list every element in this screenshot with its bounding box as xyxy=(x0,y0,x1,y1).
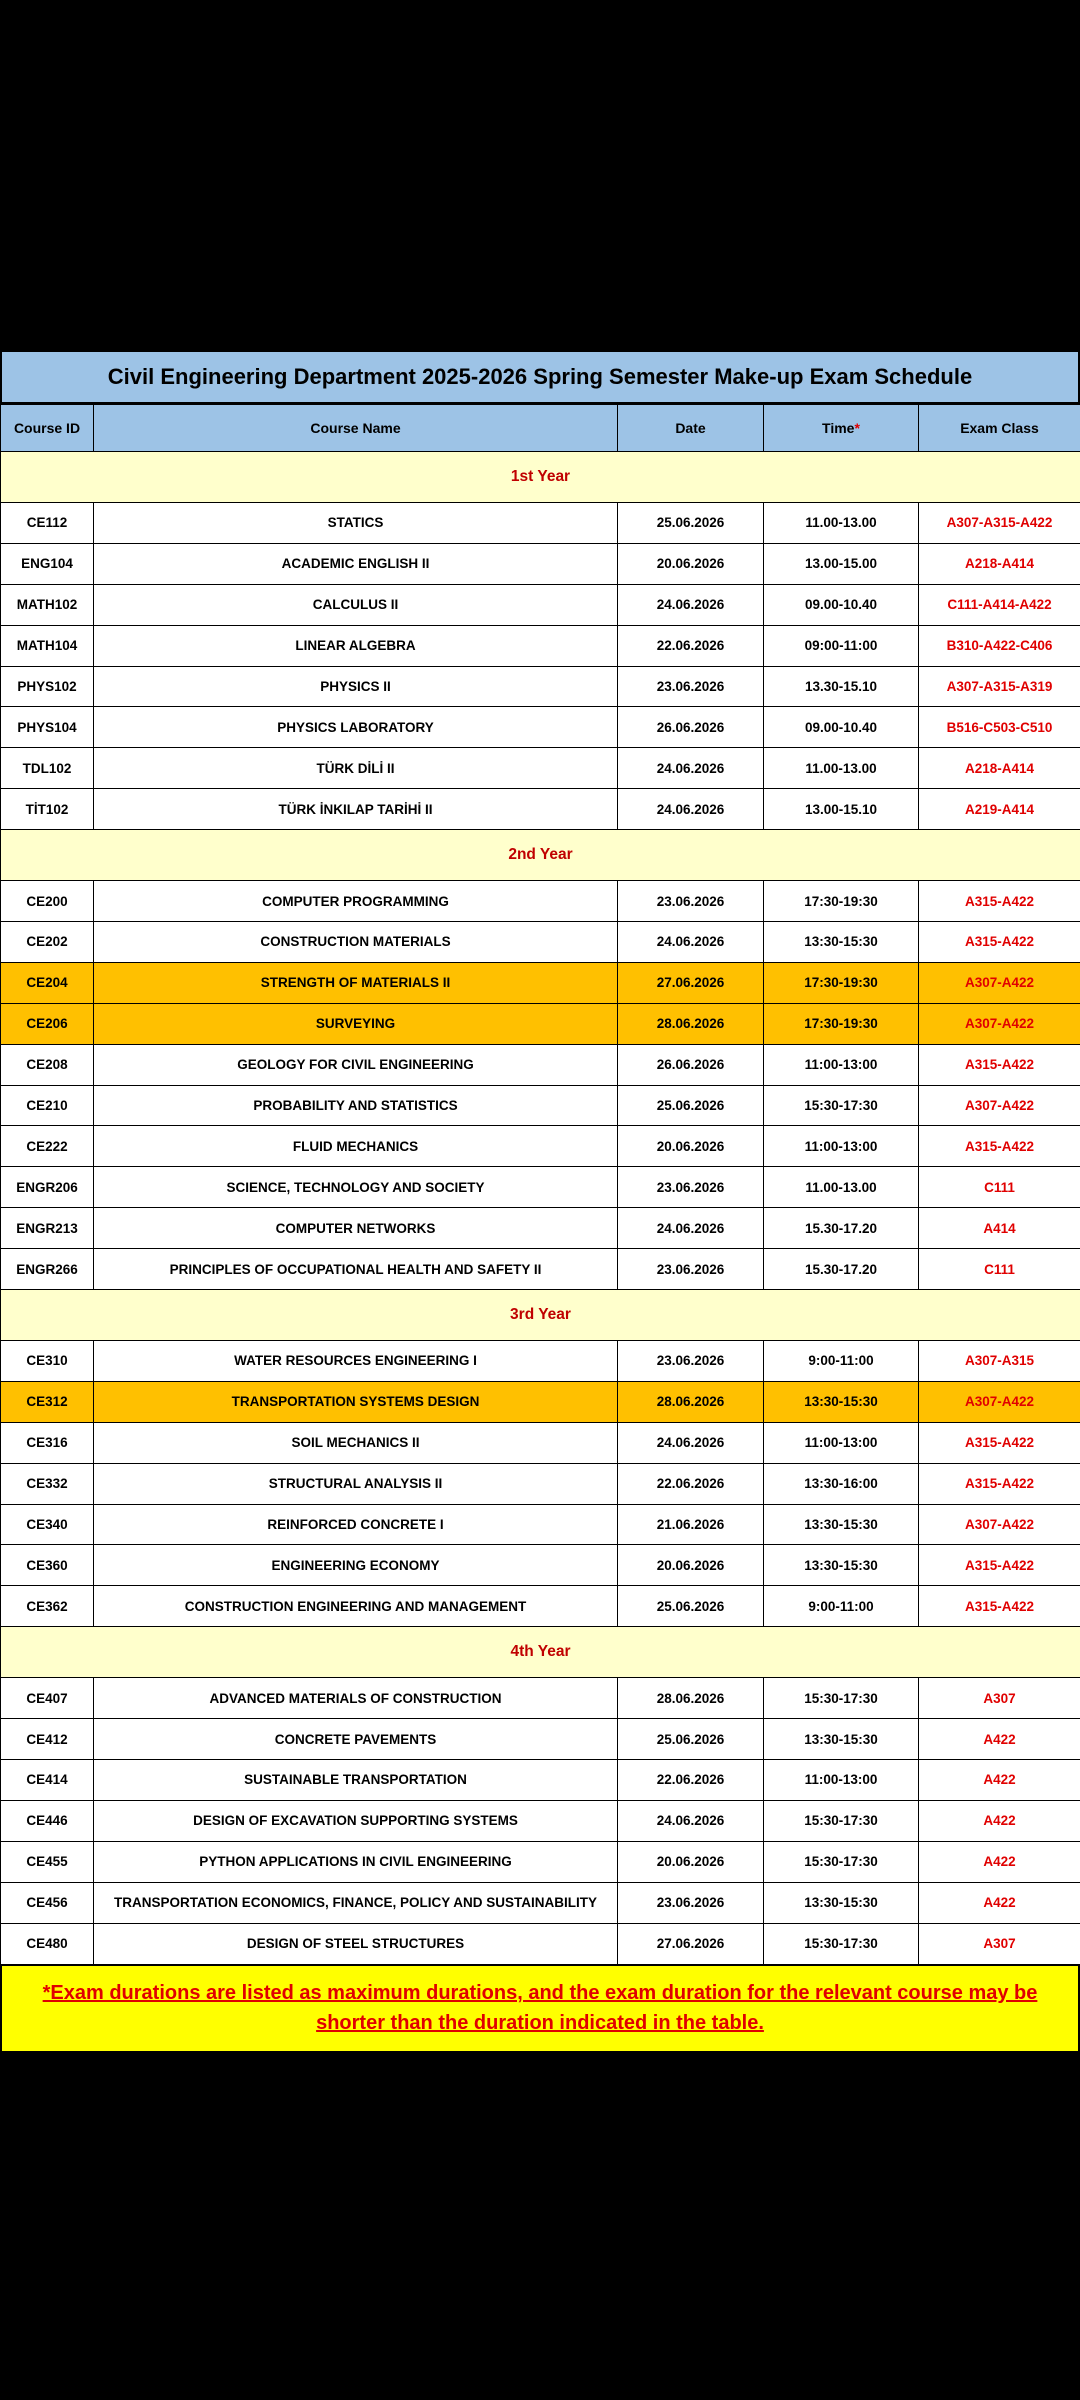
course-id-cell: CE208 xyxy=(1,1044,94,1085)
table-row xyxy=(1,1126,1080,1167)
exam-class-cell: A315-A422 xyxy=(919,1463,1080,1504)
column-header-exam-class: Exam Class xyxy=(919,405,1080,452)
time-cell: 13:30-15:30 xyxy=(764,1504,919,1545)
time-cell: 15.30-17.20 xyxy=(764,1249,919,1290)
exam-class-cell: A315-A422 xyxy=(919,1126,1080,1167)
course-name-cell: REINFORCED CONCRETE I xyxy=(94,1504,618,1545)
course-id-cell: MATH102 xyxy=(1,584,94,625)
table-row xyxy=(1,1504,1080,1545)
table-row xyxy=(1,1381,1080,1422)
table-row xyxy=(1,503,1080,544)
date-cell: 22.06.2026 xyxy=(618,1463,764,1504)
time-cell: 11.00-13.00 xyxy=(764,748,919,789)
time-cell: 13.00-15.00 xyxy=(764,543,919,584)
table-row xyxy=(1,625,1080,666)
date-cell: 24.06.2026 xyxy=(618,922,764,963)
date-cell: 25.06.2026 xyxy=(618,1085,764,1126)
exam-schedule xyxy=(0,350,1080,2053)
exam-class-cell: A315-A422 xyxy=(919,1586,1080,1627)
table-row xyxy=(1,1719,1080,1760)
date-cell: 28.06.2026 xyxy=(618,1381,764,1422)
course-name-cell: PHYSICS II xyxy=(94,666,618,707)
table-row xyxy=(1,1341,1080,1382)
time-cell: 15:30-17:30 xyxy=(764,1841,919,1882)
course-id-cell: CE340 xyxy=(1,1504,94,1545)
course-name-cell: COMPUTER PROGRAMMING xyxy=(94,881,618,922)
date-cell: 27.06.2026 xyxy=(618,962,764,1003)
course-name-cell: ENGINEERING ECONOMY xyxy=(94,1545,618,1586)
exam-class-cell: A414 xyxy=(919,1208,1080,1249)
time-cell: 09.00-10.40 xyxy=(764,707,919,748)
time-cell: 9:00-11:00 xyxy=(764,1341,919,1382)
course-name-cell: SURVEYING xyxy=(94,1003,618,1044)
exam-class-cell: A307-A315-A422 xyxy=(919,503,1080,544)
table-row xyxy=(1,748,1080,789)
table-row xyxy=(1,1882,1080,1923)
course-id-cell: PHYS102 xyxy=(1,666,94,707)
course-id-cell: CE414 xyxy=(1,1760,94,1801)
date-cell: 23.06.2026 xyxy=(618,881,764,922)
date-cell: 25.06.2026 xyxy=(618,1586,764,1627)
course-name-cell: CALCULUS II xyxy=(94,584,618,625)
course-id-cell: CE206 xyxy=(1,1003,94,1044)
course-id-cell: ENGR213 xyxy=(1,1208,94,1249)
course-id-cell: PHYS104 xyxy=(1,707,94,748)
schedule-title: Civil Engineering Department 2025-2026 Spring Semester Make-up Exam Schedule xyxy=(0,350,1080,404)
time-cell: 13:30-15:30 xyxy=(764,1882,919,1923)
exam-class-cell: A315-A422 xyxy=(919,1422,1080,1463)
course-id-cell: ENGR206 xyxy=(1,1167,94,1208)
time-cell: 11:00-13:00 xyxy=(764,1044,919,1085)
course-name-cell: SCIENCE, TECHNOLOGY AND SOCIETY xyxy=(94,1167,618,1208)
exam-class-cell: A218-A414 xyxy=(919,748,1080,789)
year-section-label: 4th Year xyxy=(1,1627,1080,1678)
time-cell: 13.00-15.10 xyxy=(764,789,919,830)
course-name-cell: CONSTRUCTION ENGINEERING AND MANAGEMENT xyxy=(94,1586,618,1627)
course-name-cell: STATICS xyxy=(94,503,618,544)
date-cell: 20.06.2026 xyxy=(618,1126,764,1167)
course-name-cell: DESIGN OF STEEL STRUCTURES xyxy=(94,1923,618,1964)
exam-class-cell: A218-A414 xyxy=(919,543,1080,584)
table-row xyxy=(1,1586,1080,1627)
course-name-cell: TÜRK DİLİ II xyxy=(94,748,618,789)
course-name-cell: TRANSPORTATION ECONOMICS, FINANCE, POLICY AND SUSTAINABILITY xyxy=(94,1882,618,1923)
course-id-cell: CE362 xyxy=(1,1586,94,1627)
course-name-cell: PHYSICS LABORATORY xyxy=(94,707,618,748)
time-cell: 09.00-10.40 xyxy=(764,584,919,625)
course-id-cell: CE407 xyxy=(1,1678,94,1719)
exam-class-cell: A422 xyxy=(919,1719,1080,1760)
table-row xyxy=(1,1003,1080,1044)
date-cell: 27.06.2026 xyxy=(618,1923,764,1964)
course-name-cell: CONCRETE PAVEMENTS xyxy=(94,1719,618,1760)
time-cell: 17:30-19:30 xyxy=(764,881,919,922)
date-cell: 24.06.2026 xyxy=(618,748,764,789)
exam-class-cell: B516-C503-C510 xyxy=(919,707,1080,748)
time-cell: 09:00-11:00 xyxy=(764,625,919,666)
date-cell: 23.06.2026 xyxy=(618,1249,764,1290)
schedule-table xyxy=(0,404,1080,1965)
time-cell: 13:30-15:30 xyxy=(764,1381,919,1422)
year-section-label: 2nd Year xyxy=(1,830,1080,881)
exam-class-cell: A307-A422 xyxy=(919,1085,1080,1126)
table-row xyxy=(1,543,1080,584)
course-name-cell: FLUID MECHANICS xyxy=(94,1126,618,1167)
exam-class-cell: A307-A315-A319 xyxy=(919,666,1080,707)
table-row xyxy=(1,881,1080,922)
date-cell: 22.06.2026 xyxy=(618,625,764,666)
exam-class-cell: A307 xyxy=(919,1923,1080,1964)
course-id-cell: ENG104 xyxy=(1,543,94,584)
course-id-cell: CE316 xyxy=(1,1422,94,1463)
exam-class-cell: A307 xyxy=(919,1678,1080,1719)
course-id-cell: CE332 xyxy=(1,1463,94,1504)
course-id-cell: ENGR266 xyxy=(1,1249,94,1290)
course-id-cell: CE204 xyxy=(1,962,94,1003)
column-header-date: Date xyxy=(618,405,764,452)
table-row xyxy=(1,1422,1080,1463)
exam-class-cell: A315-A422 xyxy=(919,1044,1080,1085)
table-row xyxy=(1,922,1080,963)
table-row xyxy=(1,707,1080,748)
time-cell: 15.30-17.20 xyxy=(764,1208,919,1249)
course-id-cell: CE310 xyxy=(1,1341,94,1382)
course-name-cell: PYTHON APPLICATIONS IN CIVIL ENGINEERING xyxy=(94,1841,618,1882)
course-name-cell: PRINCIPLES OF OCCUPATIONAL HEALTH AND SAFETY II xyxy=(94,1249,618,1290)
table-row xyxy=(1,584,1080,625)
course-id-cell: CE446 xyxy=(1,1800,94,1841)
year-section-label: 3rd Year xyxy=(1,1290,1080,1341)
table-row xyxy=(1,1800,1080,1841)
course-id-cell: CE360 xyxy=(1,1545,94,1586)
time-cell: 11.00-13.00 xyxy=(764,1167,919,1208)
date-cell: 22.06.2026 xyxy=(618,1760,764,1801)
course-name-cell: LINEAR ALGEBRA xyxy=(94,625,618,666)
exam-class-cell: A315-A422 xyxy=(919,881,1080,922)
date-cell: 20.06.2026 xyxy=(618,1841,764,1882)
course-id-cell: CE412 xyxy=(1,1719,94,1760)
time-cell: 13:30-16:00 xyxy=(764,1463,919,1504)
course-id-cell: CE222 xyxy=(1,1126,94,1167)
course-id-cell: MATH104 xyxy=(1,625,94,666)
course-id-cell: CE200 xyxy=(1,881,94,922)
table-header-row xyxy=(1,405,1080,452)
time-cell: 15:30-17:30 xyxy=(764,1678,919,1719)
time-cell: 11.00-13.00 xyxy=(764,503,919,544)
date-cell: 26.06.2026 xyxy=(618,1044,764,1085)
course-name-cell: STRUCTURAL ANALYSIS II xyxy=(94,1463,618,1504)
date-cell: 28.06.2026 xyxy=(618,1003,764,1044)
column-header-course-name: Course Name xyxy=(94,405,618,452)
table-row xyxy=(1,1208,1080,1249)
table-row xyxy=(1,1085,1080,1126)
date-cell: 24.06.2026 xyxy=(618,584,764,625)
date-cell: 24.06.2026 xyxy=(618,1800,764,1841)
time-cell: 13:30-15:30 xyxy=(764,922,919,963)
exam-class-cell: A315-A422 xyxy=(919,922,1080,963)
exam-class-cell: A422 xyxy=(919,1841,1080,1882)
course-id-cell: CE456 xyxy=(1,1882,94,1923)
time-cell: 11:00-13:00 xyxy=(764,1760,919,1801)
exam-class-cell: A307-A422 xyxy=(919,1003,1080,1044)
course-name-cell: GEOLOGY FOR CIVIL ENGINEERING xyxy=(94,1044,618,1085)
course-name-cell: DESIGN OF EXCAVATION SUPPORTING SYSTEMS xyxy=(94,1800,618,1841)
date-cell: 20.06.2026 xyxy=(618,1545,764,1586)
duration-note: *Exam durations are listed as maximum durations, and the exam duration for the relevant course may be shorter than the duration indicated in the table. xyxy=(0,1965,1080,2053)
exam-class-cell: C111 xyxy=(919,1167,1080,1208)
table-row xyxy=(1,666,1080,707)
course-id-cell: CE480 xyxy=(1,1923,94,1964)
exam-class-cell: A307-A422 xyxy=(919,962,1080,1003)
course-id-cell: TDL102 xyxy=(1,748,94,789)
exam-class-cell: A315-A422 xyxy=(919,1545,1080,1586)
time-cell: 17:30-19:30 xyxy=(764,1003,919,1044)
table-row xyxy=(1,1841,1080,1882)
date-cell: 24.06.2026 xyxy=(618,1208,764,1249)
time-cell: 15:30-17:30 xyxy=(764,1800,919,1841)
exam-class-cell: A422 xyxy=(919,1760,1080,1801)
table-row xyxy=(1,1249,1080,1290)
table-row xyxy=(1,962,1080,1003)
table-row xyxy=(1,1760,1080,1801)
date-cell: 26.06.2026 xyxy=(618,707,764,748)
exam-class-cell: A307-A422 xyxy=(919,1381,1080,1422)
course-name-cell: PROBABILITY AND STATISTICS xyxy=(94,1085,618,1126)
date-cell: 24.06.2026 xyxy=(618,789,764,830)
time-asterisk: * xyxy=(854,420,860,436)
schedule-body xyxy=(1,452,1080,1965)
course-name-cell: SOIL MECHANICS II xyxy=(94,1422,618,1463)
date-cell: 24.06.2026 xyxy=(618,1422,764,1463)
date-cell: 23.06.2026 xyxy=(618,1167,764,1208)
course-id-cell: CE312 xyxy=(1,1381,94,1422)
year-section-header xyxy=(1,1290,1080,1341)
date-cell: 23.06.2026 xyxy=(618,1882,764,1923)
date-cell: 21.06.2026 xyxy=(618,1504,764,1545)
course-id-cell: CE202 xyxy=(1,922,94,963)
column-header-time-label: Time xyxy=(822,420,855,436)
date-cell: 28.06.2026 xyxy=(618,1678,764,1719)
table-row xyxy=(1,1463,1080,1504)
table-row xyxy=(1,1923,1080,1964)
course-id-cell: CE112 xyxy=(1,503,94,544)
course-name-cell: TÜRK İNKILAP TARİHİ II xyxy=(94,789,618,830)
table-row xyxy=(1,1545,1080,1586)
course-name-cell: CONSTRUCTION MATERIALS xyxy=(94,922,618,963)
date-cell: 23.06.2026 xyxy=(618,666,764,707)
year-section-label: 1st Year xyxy=(1,452,1080,503)
course-name-cell: WATER RESOURCES ENGINEERING I xyxy=(94,1341,618,1382)
course-name-cell: SUSTAINABLE TRANSPORTATION xyxy=(94,1760,618,1801)
year-section-header xyxy=(1,830,1080,881)
time-cell: 13:30-15:30 xyxy=(764,1545,919,1586)
course-name-cell: TRANSPORTATION SYSTEMS DESIGN xyxy=(94,1381,618,1422)
column-header-course-id: Course ID xyxy=(1,405,94,452)
exam-class-cell: C111 xyxy=(919,1249,1080,1290)
time-cell: 15:30-17:30 xyxy=(764,1085,919,1126)
table-row xyxy=(1,789,1080,830)
exam-class-cell: A422 xyxy=(919,1882,1080,1923)
time-cell: 15:30-17:30 xyxy=(764,1923,919,1964)
column-header-time xyxy=(764,405,919,452)
time-cell: 13.30-15.10 xyxy=(764,666,919,707)
time-cell: 9:00-11:00 xyxy=(764,1586,919,1627)
date-cell: 20.06.2026 xyxy=(618,543,764,584)
exam-class-cell: A219-A414 xyxy=(919,789,1080,830)
exam-class-cell: C111-A414-A422 xyxy=(919,584,1080,625)
exam-class-cell: A422 xyxy=(919,1800,1080,1841)
course-name-cell: ACADEMIC ENGLISH II xyxy=(94,543,618,584)
table-row xyxy=(1,1678,1080,1719)
year-section-header xyxy=(1,1627,1080,1678)
course-name-cell: STRENGTH OF MATERIALS II xyxy=(94,962,618,1003)
date-cell: 25.06.2026 xyxy=(618,503,764,544)
date-cell: 23.06.2026 xyxy=(618,1341,764,1382)
date-cell: 25.06.2026 xyxy=(618,1719,764,1760)
course-name-cell: COMPUTER NETWORKS xyxy=(94,1208,618,1249)
time-cell: 11:00-13:00 xyxy=(764,1422,919,1463)
table-row xyxy=(1,1167,1080,1208)
course-id-cell: TİT102 xyxy=(1,789,94,830)
table-row xyxy=(1,1044,1080,1085)
exam-class-cell: A307-A315 xyxy=(919,1341,1080,1382)
exam-class-cell: A307-A422 xyxy=(919,1504,1080,1545)
exam-class-cell: B310-A422-C406 xyxy=(919,625,1080,666)
course-id-cell: CE210 xyxy=(1,1085,94,1126)
time-cell: 17:30-19:30 xyxy=(764,962,919,1003)
time-cell: 11:00-13:00 xyxy=(764,1126,919,1167)
time-cell: 13:30-15:30 xyxy=(764,1719,919,1760)
year-section-header xyxy=(1,452,1080,503)
course-name-cell: ADVANCED MATERIALS OF CONSTRUCTION xyxy=(94,1678,618,1719)
course-id-cell: CE455 xyxy=(1,1841,94,1882)
